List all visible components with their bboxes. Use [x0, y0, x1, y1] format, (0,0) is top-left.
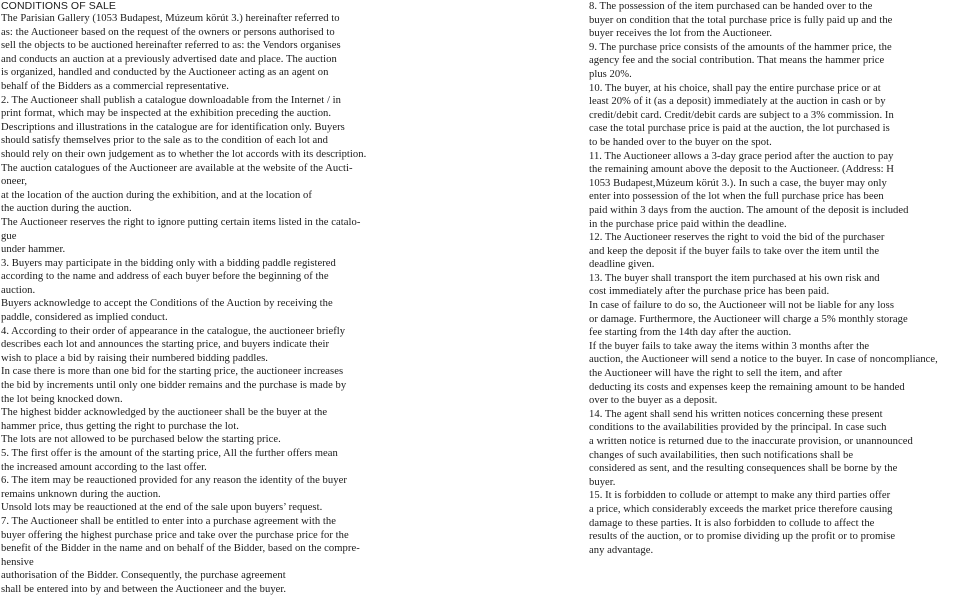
text-line: sell the objects to be auctioned hereinafter referred to as: the Vendors organises: [1, 40, 341, 52]
text-line: Descriptions and illustrations in the catalogue are for identification only. Buyers: [1, 121, 345, 133]
text-line: 11. The Auctioneer allows a 3-day grace period after the auction to pay: [589, 150, 894, 162]
text-line: deducting its costs and expenses keep the remaining amount to be handed: [589, 381, 905, 393]
text-line: under hammer.: [1, 244, 66, 256]
text-line: 4. According to their order of appearance in the catalogue, the auctioneer briefly: [1, 325, 346, 337]
text-line: a written notice is returned due to the inaccurate provision, or unannounced: [589, 436, 913, 447]
text-line: plus 20%.: [589, 68, 632, 80]
left-column: [1, 12, 401, 597]
text-line: changes of such availabilities, then such notifications shall be: [589, 449, 854, 461]
text-line: In case there is more than one bid for the starting price, the auctioneer increases: [1, 366, 344, 378]
text-line: 10. The buyer, at his choice, shall pay the entire purchase price or at: [589, 82, 881, 94]
text-line: a price, which considerably exceeds the market price therefore causing: [589, 503, 893, 515]
text-line: 14. The agent shall send his written notices concerning these present: [589, 408, 883, 420]
text-line: conditions to the availabilities provided by the principal. In case such: [589, 422, 887, 434]
text-line: authorisation of the Bidder. Consequently, the purchase agreement: [1, 570, 286, 582]
text-line: credit/debit card. Credit/debit cards are subject to a 3% commission. In: [589, 109, 894, 121]
text-line: fee starting from the 14th day after the auction.: [589, 327, 792, 339]
text-line: print format, which may be inspected at the exhibition preceding the auction.: [1, 108, 332, 120]
text-line: according to the name and address of each buyer before the beginning of the: [1, 271, 329, 283]
text-line: Unsold lots may be reauctioned at the end of the sale upon buyers’ request.: [1, 502, 323, 514]
text-line: remains unknown during the auction.: [1, 488, 161, 500]
document-heading: CONDITIONS OF SALE: [1, 0, 116, 12]
text-line: 12. The Auctioneer reserves the right to void the bid of the purchaser: [589, 232, 885, 244]
text-line: auction.: [1, 284, 36, 296]
text-line: considered as sent, and the resulting consequences shall be borne by the: [589, 463, 898, 475]
text-line: oneer,: [1, 176, 28, 188]
text-line: 7. The Auctioneer shall be entitled to enter into a purchase agreement with the: [1, 515, 336, 527]
text-line: and conducts an auction at a previously advertised date and place. The auction: [1, 53, 337, 65]
text-line: cost immediately after the purchase price has been paid.: [589, 286, 830, 298]
text-line: the increased amount according to the last offer.: [1, 461, 207, 473]
text-line: 1053 Budapest,Múzeum körút 3.). In such a case, the buyer may only: [589, 177, 887, 189]
text-line: 3. Buyers may participate in the bidding only with a bidding paddle registered: [1, 257, 336, 269]
text-line: behalf of the Bidders as a commercial representative.: [1, 80, 229, 92]
text-line: gue: [1, 230, 17, 242]
text-line: The lots are not allowed to be purchased below the starting price.: [1, 434, 281, 446]
text-line: the bid by increments until only one bidder remains and the purchase is made by: [1, 380, 347, 392]
text-line: 5. The first offer is the amount of the starting price, All the further offers mean: [1, 448, 338, 459]
text-line: agency fee and the social contribution. That means the hammer price: [589, 55, 885, 67]
text-line: case the total purchase price is paid at the auction, the lot purchased is: [589, 123, 890, 135]
text-line: benefit of the Bidder in the name and on behalf of the Bidder, based on the compre-: [1, 543, 360, 555]
text-line: wish to place a bid by raising their numbered bidding paddles.: [1, 352, 269, 364]
text-line: enter into possession of the lot when the full purchase price has been: [589, 191, 884, 203]
text-line: in the purchase price paid within the deadline.: [589, 218, 787, 230]
text-line: 9. The purchase price consists of the amounts of the hammer price, the: [589, 41, 892, 53]
text-line: any advantage.: [589, 544, 654, 556]
text-line: In case of failure to do so, the Auctioneer will not be liable for any loss: [589, 300, 894, 312]
text-line: The auction catalogues of the Auctioneer are available at the website of the Aucti-: [1, 162, 353, 174]
text-line: auction, the Auctioneer will send a notice to the buyer. In case of noncompliance,: [589, 354, 938, 366]
text-line: 6. The item may be reauctioned provided for any reason the identity of the buyer: [1, 475, 347, 487]
text-line: hammer price, thus getting the right to purchase the lot.: [1, 420, 239, 432]
text-line: paddle, considered as implied conduct.: [1, 312, 168, 324]
text-line: damage to these parties. It is also forbidden to collude to affect the: [589, 517, 875, 529]
text-line: at the location of the auction during the exhibition, and at the location of: [1, 189, 312, 201]
text-line: to be handed over to the buyer on the spot.: [589, 136, 772, 148]
text-line: Buyers acknowledge to accept the Conditions of the Auction by receiving the: [1, 298, 333, 310]
text-line: should satisfy themselves prior to the sale as to the condition of each lot and: [1, 135, 328, 147]
text-line: as: the Auctioneer based on the request of the owners or persons authorised to: [1, 26, 335, 38]
text-line: 8. The possession of the item purchased can be handed over to the: [589, 1, 873, 12]
text-line: buyer receives the lot from the Auctioneer.: [589, 28, 773, 40]
text-line: shall be entered into by and between the Auctioneer and the buyer.: [1, 583, 287, 595]
text-line: buyer on condition that the total purchase price is fully paid up and the: [589, 14, 893, 26]
text-line: buyer offering the highest purchase price and take over the purchase price for the: [1, 529, 349, 541]
text-line: the lot being knocked down.: [1, 393, 123, 405]
text-line: The highest bidder acknowledged by the auctioneer shall be the buyer at the: [1, 407, 328, 419]
text-line: or damage. Furthermore, the Auctioneer will charge a 5% monthly storage: [589, 313, 908, 325]
text-line: hensive: [1, 556, 34, 568]
text-line: 2. The Auctioneer shall publish a catalogue downloadable from the Internet / in: [1, 94, 342, 106]
text-line: the auction during the auction.: [1, 203, 132, 215]
text-line: the Auctioneer will have the right to sell the item, and after: [589, 368, 843, 380]
text-line: paid within 3 days from the auction. The amount of the deposit is included: [589, 204, 909, 216]
text-line: over to the buyer as a deposit.: [589, 395, 718, 407]
text-line: The Auctioneer reserves the right to ignore putting certain items listed in the catalo-: [1, 216, 361, 228]
text-line: 13. The buyer shall transport the item purchased at his own risk and: [589, 272, 880, 284]
right-column: [589, 0, 959, 557]
text-line: the remaining amount above the deposit to the Auctioneer. (Address: H: [589, 164, 895, 176]
text-line: describes each lot and announces the starting price, and buyers indicate their: [1, 339, 330, 351]
text-line: and keep the deposit if the buyer fails to take over the item until the: [589, 245, 880, 257]
text-line: The Parisian Gallery (1053 Budapest, Múzeum körút 3.) hereinafter referred to: [1, 13, 340, 24]
text-line: results of the auction, or to promise dividing up the profit or to promise: [589, 531, 896, 543]
text-line: deadline given.: [589, 259, 655, 271]
text-line: If the buyer fails to take away the items within 3 months after the: [589, 340, 870, 352]
text-line: 15. It is forbidden to collude or attempt to make any third parties offer: [589, 490, 891, 502]
text-line: least 20% of it (as a deposit) immediately at the auction in cash or by: [589, 96, 886, 108]
text-line: buyer.: [589, 476, 616, 488]
text-line: is organized, handled and conducted by the Auctioneer acting as an agent on: [1, 67, 329, 79]
text-line: should rely on their own judgement as to whether the lot accords with its description.: [1, 148, 367, 160]
